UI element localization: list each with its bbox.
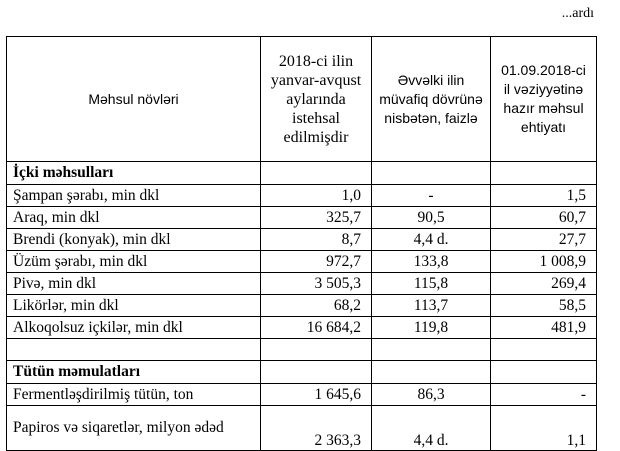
stock-value: 1,1: [491, 406, 597, 451]
percent-value: 119,8: [372, 317, 491, 339]
production-table: [6, 36, 597, 451]
percent-value: 4,4 d.: [372, 229, 491, 251]
header-produced: 2018-ci ilin yanvar-avqust aylarında istehsal edilmişdir: [261, 37, 372, 162]
product-name: Brendi (konyak), min dkl: [7, 229, 261, 251]
product-name: Şampan şərabı, min dkl: [7, 185, 261, 207]
header-percent-prev-year: Əvvəlki ilin müvafiq dövrünə nisbətən, faizlə: [372, 37, 491, 162]
section-title: Tütün məmulatları: [7, 361, 261, 384]
spacer-row: [7, 339, 597, 361]
stock-value: -: [491, 384, 597, 406]
stock-value: 58,5: [491, 295, 597, 317]
continuation-note: ...ardı: [561, 6, 594, 21]
percent-value: 133,8: [372, 251, 491, 273]
produced-value: 325,7: [261, 207, 372, 229]
table-row: [7, 295, 597, 317]
produced-value: 68,2: [261, 295, 372, 317]
header-product-types: Məhsul növləri: [7, 37, 261, 162]
stock-value: 269,4: [491, 273, 597, 295]
percent-value: 4,4 d.: [372, 406, 491, 451]
table-row: [7, 229, 597, 251]
product-name: Papiros və siqaretlər, milyon ədəd: [7, 406, 261, 451]
produced-value: 1 645,6: [261, 384, 372, 406]
product-name: Üzüm şərabı, min dkl: [7, 251, 261, 273]
table-row: [7, 384, 597, 406]
header-row: [7, 37, 597, 162]
section-row: [7, 162, 597, 185]
percent-value: 86,3: [372, 384, 491, 406]
produced-value: 2 363,3: [261, 406, 372, 451]
stock-value: 60,7: [491, 207, 597, 229]
percent-value: 90,5: [372, 207, 491, 229]
product-name: Likörlər, min dkl: [7, 295, 261, 317]
table-row: [7, 185, 597, 207]
percent-value: -: [372, 185, 491, 207]
table-row: [7, 273, 597, 295]
stock-value: 481,9: [491, 317, 597, 339]
section-title: İçki məhsulları: [7, 162, 261, 185]
produced-value: 972,7: [261, 251, 372, 273]
table-row: [7, 251, 597, 273]
produced-value: 8,7: [261, 229, 372, 251]
product-name: Fermentləşdirilmiş tütün, ton: [7, 384, 261, 406]
percent-value: 115,8: [372, 273, 491, 295]
table-row: [7, 406, 597, 451]
stock-value: 1 008,9: [491, 251, 597, 273]
product-name: Pivə, min dkl: [7, 273, 261, 295]
produced-value: 1,0: [261, 185, 372, 207]
stock-value: 1,5: [491, 185, 597, 207]
section-row: [7, 361, 597, 384]
product-name: Alkoqolsuz içkilər, min dkl: [7, 317, 261, 339]
table-row: [7, 207, 597, 229]
table-row: [7, 317, 597, 339]
percent-value: 113,7: [372, 295, 491, 317]
produced-value: 3 505,3: [261, 273, 372, 295]
stock-value: 27,7: [491, 229, 597, 251]
produced-value: 16 684,2: [261, 317, 372, 339]
header-stock: 01.09.2018-ci il vəziyyətinə hazır məhsul ehtiyatı: [491, 37, 597, 162]
product-name: Araq, min dkl: [7, 207, 261, 229]
